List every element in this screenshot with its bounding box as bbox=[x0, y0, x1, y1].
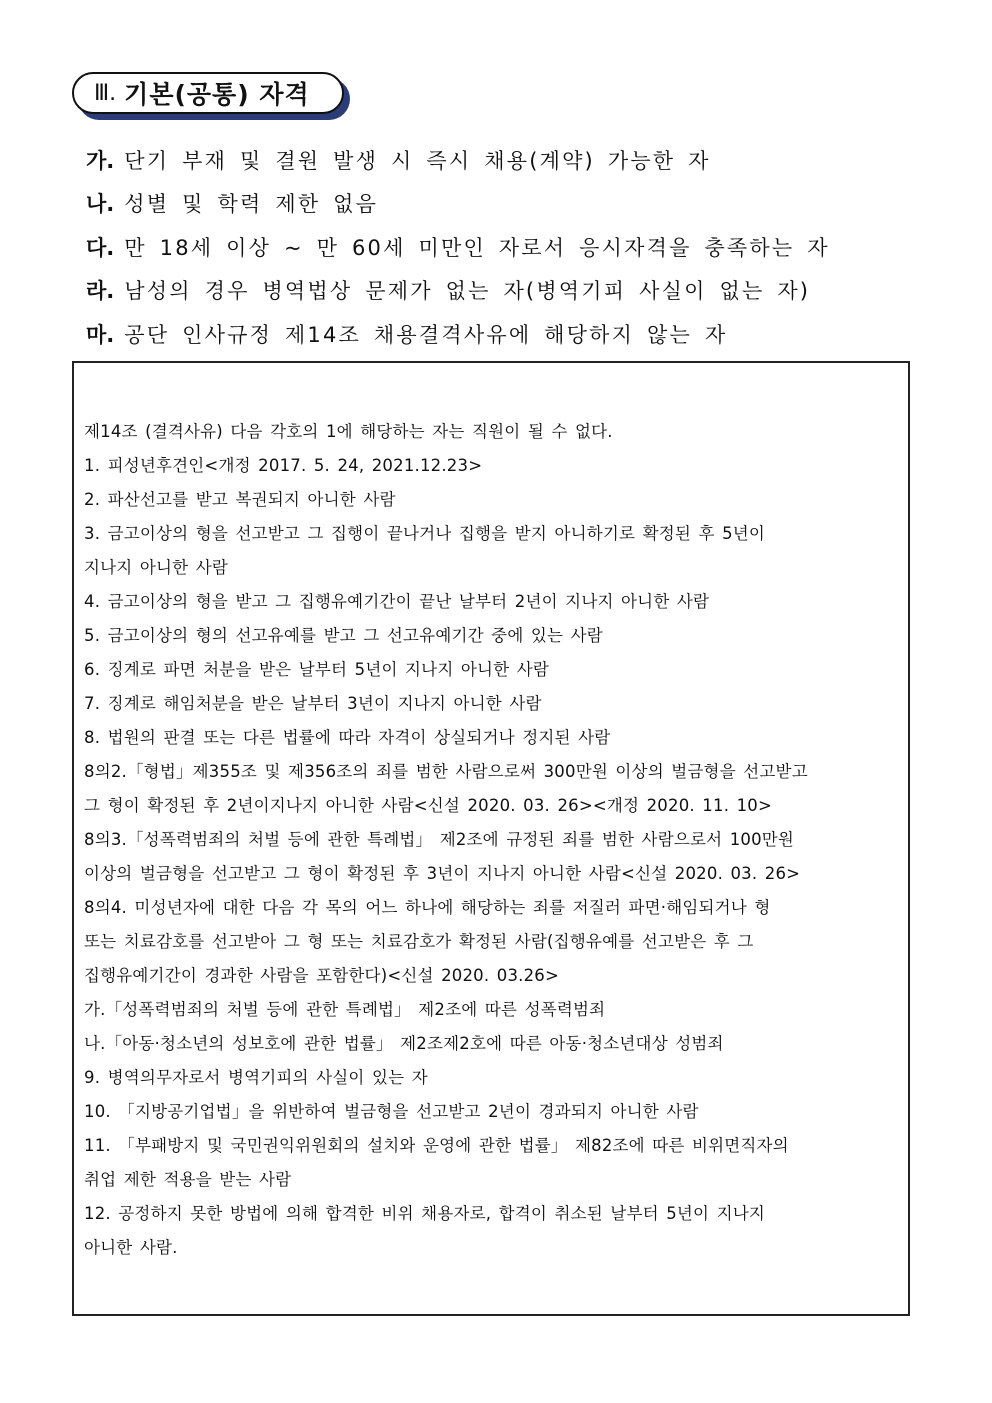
article-line: 나.「아동·청소년의 성보호에 관한 법률」 제2조제2호에 따른 아동·청소년대상 성범죄 bbox=[84, 1034, 724, 1053]
requirement-item bbox=[86, 138, 926, 182]
article-line: 8. 법원의 판결 또는 다른 법률에 따라 자격이 상실되거나 정지된 사람 bbox=[84, 728, 611, 747]
article-line: 1. 피성년후견인<개정 2017. 5. 24, 2021.12.23> bbox=[84, 456, 483, 475]
article-line: 7. 징계로 해임처분을 받은 날부터 3년이 지나지 아니한 사람 bbox=[84, 694, 542, 713]
article-line: 3. 금고이상의 형을 선고받고 그 집행이 끝나거나 집행을 받지 아니하기로 확정된 후 5년이 bbox=[84, 524, 766, 543]
article-line: 이상의 벌금형을 선고받고 그 형이 확정된 후 3년이 지나지 아니한 사람<신설 2020. 03. 26> bbox=[84, 864, 801, 883]
article-line: 지나지 아니한 사람 bbox=[84, 558, 229, 577]
section-number: Ⅲ. bbox=[94, 80, 117, 106]
section-heading-pill bbox=[72, 72, 344, 114]
article-line: 12. 공정하지 못한 방법에 의해 합격한 비위 채용자로, 합격이 취소된 날부터 5년이 지나지 bbox=[84, 1204, 766, 1223]
article-line: 11. 「부패방지 및 국민권익위원회의 설치와 운영에 관한 법률」 제82조에 따른 비위면직자의 bbox=[84, 1136, 789, 1155]
requirement-text: 성별 및 학력 제한 없음 bbox=[124, 192, 379, 217]
article-line: 8의4. 미성년자에 대한 다음 각 목의 어느 하나에 해당하는 죄를 저질러 파면·해임되거나 형 bbox=[84, 898, 771, 917]
article-line: 2. 파산선고를 받고 복권되지 아니한 사람 bbox=[84, 490, 396, 509]
requirement-item bbox=[86, 182, 926, 226]
requirement-text: 단기 부재 및 결원 발생 시 즉시 채용(계약) 가능한 자 bbox=[124, 148, 711, 173]
article-text bbox=[84, 415, 894, 1265]
article-line: 취업 제한 적용을 받는 사람 bbox=[84, 1170, 292, 1189]
article-line: 집행유예기간이 경과한 사람을 포함한다)<신설 2020. 03.26> bbox=[84, 966, 560, 985]
article-line: 그 형이 확정된 후 2년이지나지 아니한 사람<신설 2020. 03. 26><개정 2020. 11. 10> bbox=[84, 796, 773, 815]
article-line: 10. 「지방공기업법」을 위반하여 벌금형을 선고받고 2년이 경과되지 아니한 사람 bbox=[84, 1102, 699, 1121]
section-heading bbox=[72, 72, 354, 122]
article-line: 9. 병역의무자로서 병역기피의 사실이 있는 자 bbox=[84, 1068, 428, 1087]
article-box bbox=[72, 361, 910, 1316]
requirement-marker: 가. bbox=[86, 148, 115, 173]
requirement-item bbox=[86, 312, 926, 356]
article-line: 8의2.「형법」제355조 및 제356조의 죄를 범한 사람으로써 300만원 이상의 벌금형을 선고받고 bbox=[84, 762, 808, 781]
requirement-marker: 다. bbox=[86, 235, 115, 260]
requirement-item bbox=[86, 225, 926, 269]
requirement-item bbox=[86, 269, 926, 313]
requirement-text: 공단 인사규정 제14조 채용결격사유에 해당하지 않는 자 bbox=[124, 322, 728, 347]
requirement-marker: 마. bbox=[86, 322, 115, 347]
requirement-marker: 나. bbox=[86, 192, 115, 217]
section-title: 기본(공통) 자격 bbox=[124, 80, 310, 109]
article-heading: 제14조 (결격사유) 다음 각호의 1에 해당하는 자는 직원이 될 수 없다. bbox=[84, 422, 613, 441]
article-line: 6. 징계로 파면 처분을 받은 날부터 5년이 지나지 아니한 사람 bbox=[84, 660, 550, 679]
requirements-list bbox=[86, 138, 926, 356]
requirement-marker: 라. bbox=[86, 279, 115, 304]
requirement-text: 남성의 경우 병역법상 문제가 없는 자(병역기피 사실이 없는 자) bbox=[124, 279, 811, 304]
article-line: 4. 금고이상의 형을 받고 그 집행유예기간이 끝난 날부터 2년이 지나지 아니한 사람 bbox=[84, 592, 710, 611]
article-line: 5. 금고이상의 형의 선고유예를 받고 그 선고유예기간 중에 있는 사람 bbox=[84, 626, 603, 645]
article-line: 가.「성폭력범죄의 처벌 등에 관한 특례법」 제2조에 따른 성폭력범죄 bbox=[84, 1000, 606, 1019]
article-line: 8의3.「성폭력범죄의 처벌 등에 관한 특례법」 제2조에 규정된 죄를 범한 사람으로서 100만원 bbox=[84, 830, 795, 849]
article-line: 또는 치료감호를 선고받아 그 형 또는 치료감호가 확정된 사람(집행유예를 선고받은 후 그 bbox=[84, 932, 754, 951]
article-line: 아니한 사람. bbox=[84, 1238, 178, 1257]
requirement-text: 만 18세 이상 ~ 만 60세 미만인 자로서 응시자격을 충족하는 자 bbox=[124, 235, 830, 260]
